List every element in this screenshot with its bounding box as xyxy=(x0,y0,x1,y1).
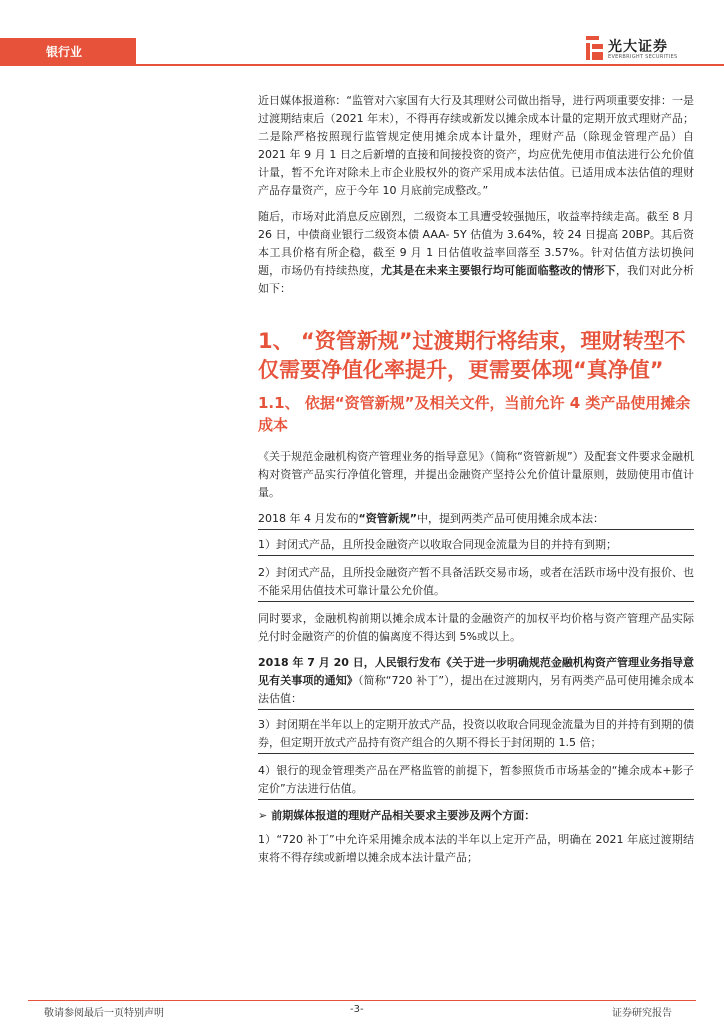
logo-mark-icon xyxy=(586,36,604,62)
intro-paragraph-1: 近日媒体报道称：“监管对六家国有大行及其理财公司做出指导，进行两项重要安排：一是过渡期结束后（2021 年末），不得再存续或新发以摊余成本计量的定期开放式理财产品；二是除严格按照现行监管规定使用摊余成本计量外，理财产品（除现金管理产品）自 2021 年 9 月 1 日之后新增的直接和间接投资的资产，均应优先使用市值法进行公允价值计量，暂不允许对除未上市企业股权外的资产采用成本法估值。已适用成本法估值的理财产品存量资产，应于今年 10 月底前完成整改。” xyxy=(258,94,694,197)
intro-p2-tail: ，我们对此分析如下： xyxy=(258,264,695,295)
section-1-1-heading: 1.1、 依据“资管新规”及相关文件，当前允许 4 类产品使用摊余成本 xyxy=(258,394,691,434)
arrow-bullet-icon: ➢ xyxy=(258,809,268,822)
report-type: 证券研究报告 xyxy=(612,1008,672,1019)
intro-p2-emphasis: 尤其是在未来主要银行均可能面临整改的情形下 xyxy=(381,264,616,277)
key-point-bullet xyxy=(258,807,694,825)
industry-tag: 银行业 xyxy=(0,38,136,64)
header-divider xyxy=(0,64,724,66)
notice-720-tail: （简称“720 补丁”），提出在过渡期内，另有两类产品可使用摊余成本法估值： xyxy=(258,674,695,705)
company-logo xyxy=(586,36,696,64)
product-type-4: 4）银行的现金管理类产品在严格监管的前提下，暂参照货币市场基金的“摊余成本+影子定价”方法进行估值。 xyxy=(258,762,694,800)
section-1-heading: 1、 “资管新规”过渡期行将结束，理财转型不仅需要净值化率提升，更需要体现“真净值” xyxy=(258,329,686,382)
logo-subtext: EVERBRIGHT SECURITIES xyxy=(608,54,678,60)
page-number: -3- xyxy=(350,1004,364,1015)
intro-paragraph-2 xyxy=(258,208,694,298)
product-type-3: 3）封闭期在半年以上的定期开放式产品，投资以收取合同现金流量为目的并持有到期的债券，但定期开放式产品持有资产组合的久期不得长于封闭期的 1.5 倍； xyxy=(258,716,694,754)
disclaimer-note: 敬请参阅最后一页特别声明 xyxy=(44,1008,164,1019)
rule-2018-text-c: 中，提到两类产品可使用摊余成本法： xyxy=(416,512,604,525)
footer-divider xyxy=(28,1000,696,1001)
rule-2018-emphasis: “资管新规” xyxy=(358,512,417,525)
report-body xyxy=(258,92,694,867)
rule-2018-paragraph xyxy=(258,510,694,530)
product-type-2: 2）封闭式产品，且所投金融资产暂不具备活跃交易市场，或者在活跃市场中没有报价、也不能采用估值技术可靠计量公允价值。 xyxy=(258,564,694,602)
rule-2018-text-a: 2018 年 4 月发布的 xyxy=(258,512,359,525)
requirement-1-paragraph: 1）“720 补丁”中允许采用摊余成本法的半年以上定开产品，明确在 2021 年底过渡期结束将不得存续或新增以摊余成本法计量产品； xyxy=(258,833,694,864)
deviation-paragraph: 同时要求，金融机构前期以摊余成本计量的金融资产的加权平均价格与资产管理产品实际兑付时金融资产的价值的偏离度不得达到 5%或以上。 xyxy=(258,612,694,643)
logo-text: 光大证券 xyxy=(608,39,668,55)
intro-p2-text: 随后，市场对此消息反应剧烈，二级资本工具遭受较强抛压，收益率持续走高。截至 8 月 26 日，中债商业银行二级资本债 AAA- 5Y 估值为 3.64%，较 24 日提高 20BP。其后资本工具价格有所企稳，截至 9 月 1 日估值收益率回落至 3.57%。针对估值方法切换问题，市场仍有持续热度， xyxy=(258,210,694,277)
key-point-text: 前期媒体报道的理财产品相关要求主要涉及两个方面： xyxy=(271,809,536,822)
asset-rule-paragraph: 《关于规范金融机构资产管理业务的指导意见》（简称“资管新规”）及配套文件要求金融机构对资管产品实行净值化管理，并提出金融资产坚持公允价值计量原则，鼓励使用市值计量。 xyxy=(258,450,694,499)
notice-720-paragraph xyxy=(258,654,694,710)
product-type-1: 1）封闭式产品，且所投金融资产以收取合同现金流量为目的并持有到期； xyxy=(258,536,694,556)
notice-720-emphasis: 2018 年 7 月 20 日，人民银行发布《关于进一步明确规范金融机构资产管理业务指导意见有关事项的通知》 xyxy=(258,656,694,687)
